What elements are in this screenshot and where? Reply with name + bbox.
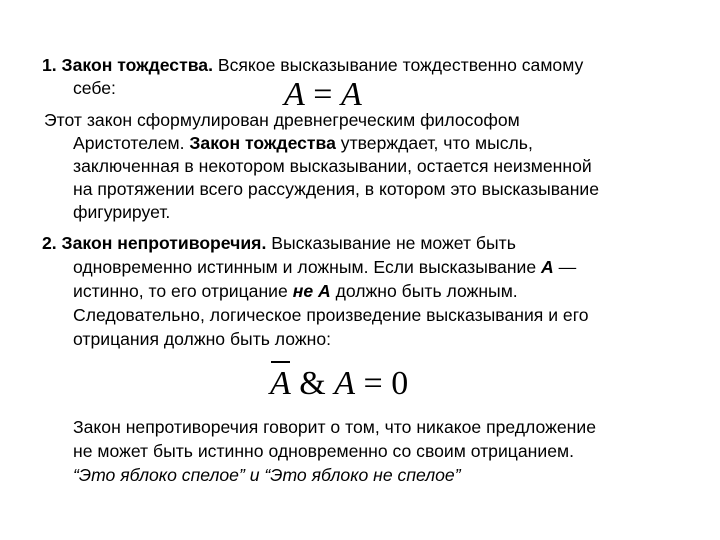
- formula-a: A: [334, 365, 356, 402]
- law2-line3: [73, 280, 518, 303]
- law1-line7: фигурирует.: [73, 202, 171, 222]
- law2-line7: не может быть истинно одновременно со своим отрицанием.: [73, 441, 574, 461]
- formula-equals-2: =: [355, 365, 392, 402]
- law2-line5: отрицания должно быть ложно:: [73, 329, 332, 349]
- law1-title: 1. Закон тождества.: [42, 55, 213, 75]
- law2-formula: [270, 366, 408, 402]
- formula-a-left: A: [284, 76, 305, 113]
- law2-line3-neg: не А: [292, 281, 331, 301]
- law1-line6: на протяжении всего рассуждения, в котором это высказывание: [73, 179, 600, 199]
- law2-line1-text: Высказывание не может быть: [266, 233, 516, 253]
- law2-title: 2. Закон непротиворечия.: [42, 233, 267, 253]
- law2-line2: [73, 256, 576, 279]
- law1-line1: [42, 54, 583, 77]
- law1-line1-text: Всякое высказывание тождественно самому: [212, 55, 584, 75]
- law2-line3-start: истинно, то его отрицание: [73, 281, 293, 301]
- formula-a-right: A: [340, 76, 362, 113]
- law2-line2-var: А: [541, 257, 554, 277]
- law1-line2: себе:: [73, 78, 116, 98]
- law1-formula: [284, 77, 362, 113]
- law2-line2-start: одновременно истинным и ложным. Если высказывание: [73, 257, 542, 277]
- law2-line6: Закон непротиворечия говорит о том, что никакое предложение: [73, 417, 596, 437]
- law2-example: “Это яблоко спелое” и “Это яблоко не спелое”: [73, 465, 461, 485]
- law1-line4-bold: Закон тождества: [189, 133, 336, 153]
- law1-line4-rest: утверждает, что мысль,: [335, 133, 533, 153]
- law1-line4: [73, 132, 533, 155]
- formula-equals: =: [304, 76, 341, 113]
- law2-line1: [42, 232, 516, 255]
- law2-line3-end: должно быть ложным.: [330, 281, 518, 301]
- formula-zero: 0: [391, 365, 409, 402]
- formula-not-a: A: [270, 365, 291, 402]
- law2-line4: Следовательно, логическое произведение высказывания и его: [73, 305, 589, 325]
- formula-ampersand: &: [290, 365, 335, 402]
- law2-line2-end: —: [553, 257, 577, 277]
- law1-line5: заключенная в некотором высказывании, остается неизменной: [73, 156, 592, 176]
- law1-line4-start: Аристотелем.: [73, 133, 190, 153]
- law1-line3: Этот закон сформулирован древнегреческим философом: [44, 110, 520, 130]
